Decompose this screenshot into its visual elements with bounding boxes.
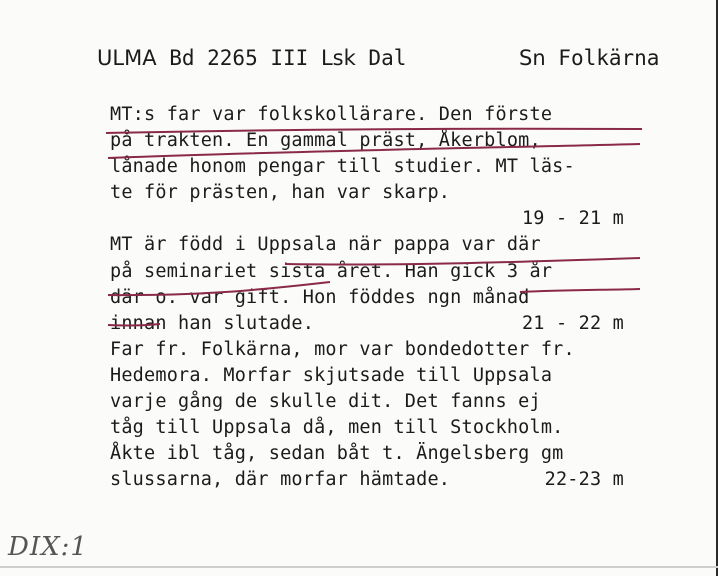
line-text: på trakten. En gammal präst, Åkerblom,: [110, 130, 541, 152]
landskap-code: Dal: [368, 46, 407, 70]
line-text: Hedemora. Morfar skjutsade till Uppsala: [110, 364, 553, 386]
text-line: [110, 441, 680, 467]
line-text: Far fr. Folkärna, mor var bondedotter fr.: [110, 338, 575, 360]
text-line: [110, 206, 680, 232]
text-line: [110, 102, 680, 128]
tape-reference: 22-23 m: [544, 469, 624, 491]
text-line: [110, 285, 680, 311]
text-line: [110, 128, 680, 154]
line-text: MT:s far var folkskollärare. Den förste: [110, 104, 553, 125]
line-text: varje gång de skulle dit. Det fanns ej: [110, 391, 541, 413]
card-edge: [0, 566, 718, 568]
text-line: [110, 232, 680, 258]
line-text: där o. var gift. Hon föddes ngn månad: [110, 286, 530, 308]
volume-number: Bd 2265 III: [169, 46, 309, 70]
socken-label: Sn: [519, 46, 546, 70]
text-line: [110, 180, 680, 206]
text-line: [110, 259, 680, 285]
line-text: slussarna, där morfar hämtade.: [110, 469, 451, 491]
archive-code: ULMA: [97, 46, 157, 70]
line-text: på seminariet sista året. Han gick 3 år: [110, 260, 553, 282]
line-text: te för prästen, han var skarp.: [110, 182, 451, 204]
socken-name: Folkärna: [558, 46, 660, 70]
text-line: [110, 415, 680, 441]
landskap-label: Lsk: [320, 46, 356, 70]
text-line: [110, 467, 680, 493]
card-body: [110, 102, 680, 493]
text-line: [110, 363, 680, 389]
tape-reference: 21 - 22 m: [521, 312, 624, 334]
text-line: [110, 337, 680, 363]
line-text: tåg till Uppsala då, men till Stockholm.: [110, 417, 564, 439]
line-text: innan han slutade.: [110, 312, 315, 334]
line-text: MT är född i Uppsala när pappa var där: [110, 234, 541, 256]
line-text: Åkte ibl tåg, sedan båt t. Ängelsberg gm: [110, 443, 564, 465]
archive-stamp: DIX:1: [8, 532, 88, 562]
text-line: [110, 311, 680, 337]
card-header-left: [97, 46, 406, 70]
text-line: [110, 389, 680, 415]
line-text: lånade honom pengar till studier. MT läs-: [110, 156, 575, 178]
text-line: [110, 154, 680, 180]
tape-reference: 19 - 21 m: [521, 208, 624, 230]
card-header-right: [519, 46, 659, 70]
